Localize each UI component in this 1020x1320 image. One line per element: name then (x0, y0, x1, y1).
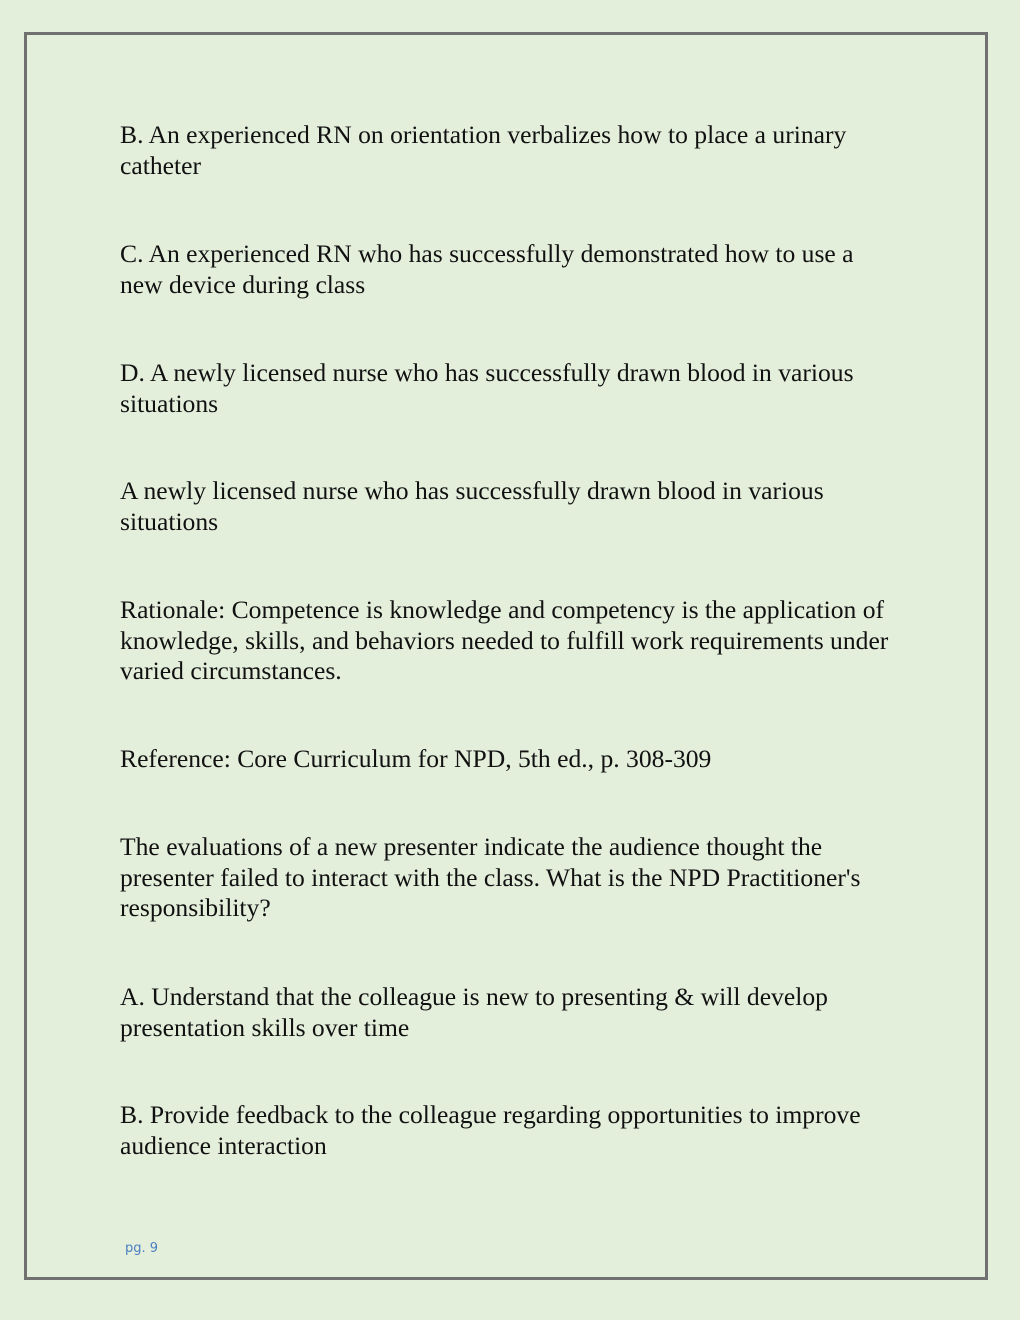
answer-option-d: D. A newly licensed nurse who has successfully drawn blood in various situations (120, 358, 854, 418)
reference-text: Reference: Core Curriculum for NPD, 5th ed., p. 308-309 (120, 744, 712, 773)
question-text: The evaluations of a new presenter indicate the audience thought the presenter failed to interact with the class. What is the NPD Practitioner's responsibility? (120, 832, 861, 922)
answer-option-b-2: B. Provide feedback to the colleague regarding opportunities to improve audience interaction (120, 1100, 861, 1160)
answer-option-a: A. Understand that the colleague is new to presenting & will develop presentation skills over time (120, 982, 828, 1042)
answer-option-c: C. An experienced RN who has successfully demonstrated how to use a new device during class (120, 239, 854, 299)
rationale-text: Rationale: Competence is knowledge and competency is the application of knowledge, skills, and behaviors needed to fulfill work requirements under varied circumstances. (120, 595, 889, 685)
correct-answer: A newly licensed nurse who has successfully drawn blood in various situations (120, 476, 824, 536)
page-number: pg. 9 (125, 1241, 159, 1256)
answer-option-b: B. An experienced RN on orientation verbalizes how to place a urinary catheter (120, 120, 847, 180)
